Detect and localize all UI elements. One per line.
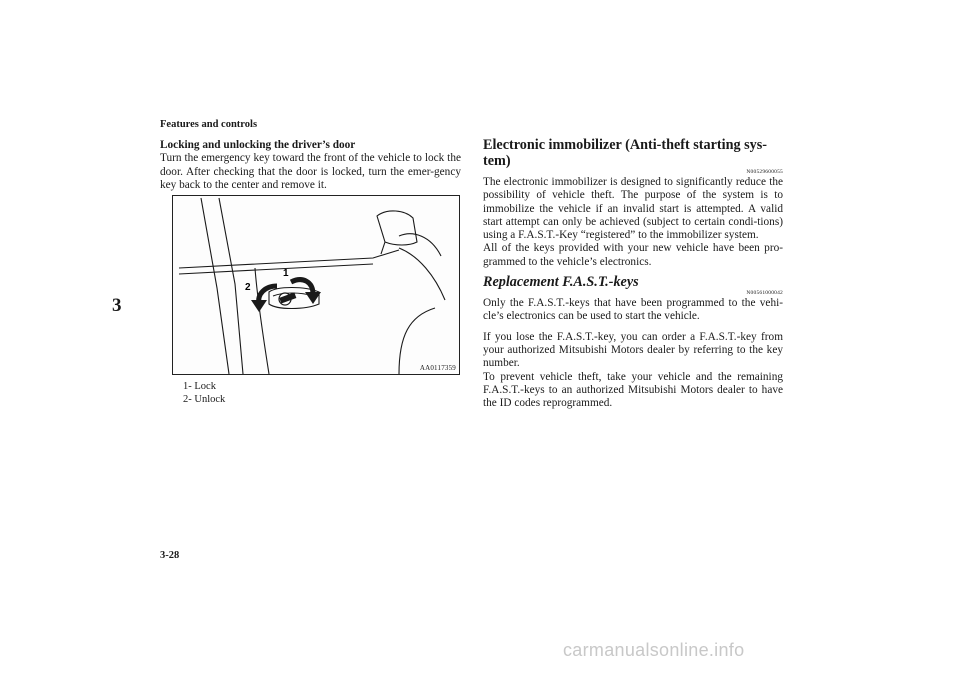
- immobilizer-heading-code: N00529600055: [746, 169, 783, 175]
- figure-legend: [183, 380, 225, 406]
- watermark: carmanualsonline.info: [563, 640, 745, 660]
- door-drawing: [173, 196, 459, 374]
- replacement-para-1: Only the F.A.S.T.-keys that have been programmed to the vehi-cle’s electronics can be used to start the vehicle.: [483, 297, 783, 323]
- key-icon: [279, 292, 296, 305]
- page-number: 3-28: [160, 550, 180, 561]
- figure-code: AA0117359: [419, 364, 456, 372]
- door-lock-body: Turn the emergency key toward the front of the vehicle to lock the door. After checking that the door is locked, turn the emer-gency key back to the center and remove it.: [160, 152, 461, 191]
- callout-1: 1: [283, 268, 289, 279]
- door-lock-subheading: Locking and unlocking the driver’s door: [160, 139, 356, 151]
- immobilizer-para-1: The electronic immobilizer is designed to significantly reduce the possibility of vehicle theft. The purpose of the system is to immobilize the vehicle if an invalid start is attempted. A valid start attempt can only be achieved (subject to certain condi-tions) using a F.A.S.T.-Key “registered” to the immobilizer system.: [483, 176, 783, 242]
- legend-item-lock: 1- Lock: [183, 381, 216, 392]
- left-column: [160, 139, 461, 192]
- immobilizer-para-2: All of the keys provided with your new vehicle have been pro-grammed to the vehicle’s electronics.: [483, 242, 783, 268]
- section-header: Features and controls: [160, 119, 258, 130]
- replacement-keys-heading: Replacement F.A.S.T.-keys: [483, 274, 639, 291]
- door-lock-illustration: [172, 195, 460, 375]
- replacement-para-2: If you lose the F.A.S.T.-key, you can order a F.A.S.T.-key from your authorized Mitsubishi Motors dealer by referring to the key number.: [483, 330, 783, 370]
- lock-arrow-icon: [291, 280, 321, 304]
- legend-item-unlock: 2- Unlock: [183, 394, 226, 405]
- immobilizer-heading: Electronic immobilizer (Anti-theft starting sys-tem): [483, 137, 767, 169]
- replacement-keys-code: N00561000042: [746, 290, 783, 297]
- callout-2: 2: [245, 282, 251, 293]
- replacement-para-3: To prevent vehicle theft, take your vehicle and the remaining F.A.S.T.-keys to an authorized Mitsubishi Motors dealer to have the ID codes reprogrammed.: [483, 370, 783, 410]
- right-column: [483, 138, 783, 410]
- chapter-tab: 3: [112, 295, 122, 316]
